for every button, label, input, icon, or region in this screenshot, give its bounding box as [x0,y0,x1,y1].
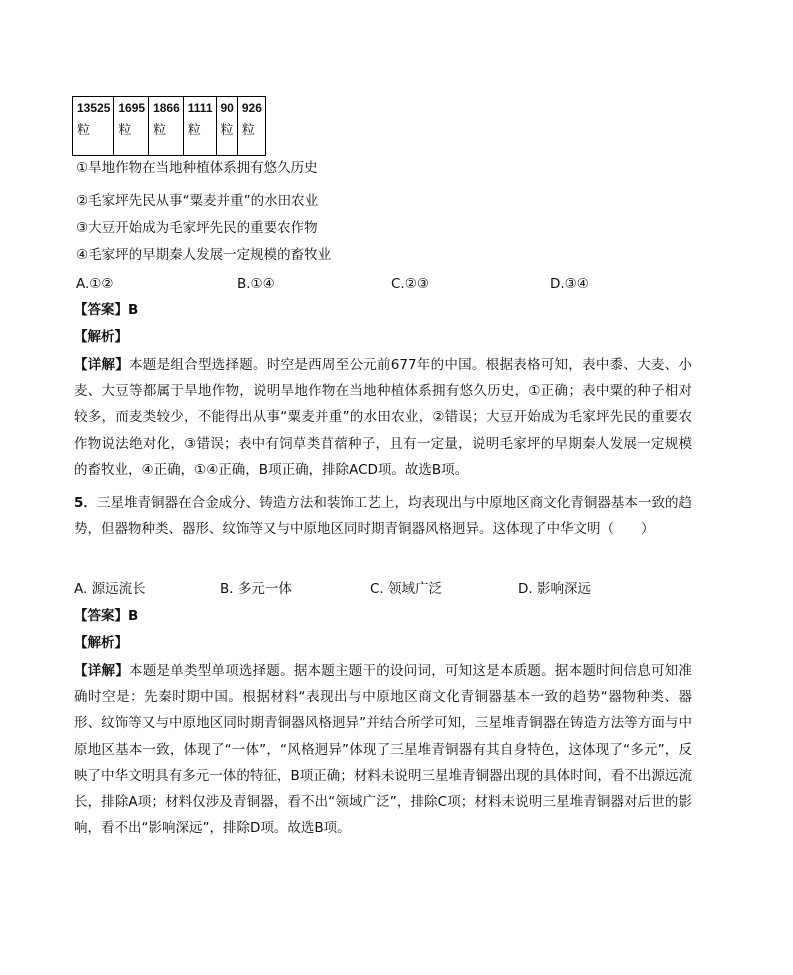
q4-answer [74,297,724,323]
q5-answer [74,603,724,629]
answer-tag: 【答案】 [74,608,128,624]
cell-value: 926 [241,101,262,115]
answer-value: B [128,302,139,318]
q4-statement-3: ③大豆开始成为毛家坪先民的重要农作物 [76,220,318,236]
q4-option-d: D.③④ [550,276,589,292]
cell-value: 13525 [77,101,111,115]
answer-value: B [128,608,139,624]
q5-option-d: D. 影响深远 [518,581,591,597]
q4-analysis-heading [74,324,724,350]
q5-stem [74,490,692,542]
cell-unit: 粒 [118,122,132,137]
table-row [73,97,266,156]
cell-unit: 粒 [220,122,234,137]
q5-option-c: C. 领域广泛 [370,581,443,597]
detail-tag: 【详解】 [74,357,130,373]
q4-option-c: C.②③ [391,276,429,292]
detail-tag: 【详解】 [74,663,129,679]
q4-detail [74,352,692,483]
cell-unit: 粒 [153,122,167,137]
q4-statement-1: ①旱地作物在当地种植体系拥有悠久历史 [76,160,318,176]
cell-unit: 粒 [241,122,255,137]
table-cell [73,97,114,156]
cell-value: 1866 [153,101,180,115]
q5-analysis-heading [74,630,724,656]
analysis-tag: 【解析】 [74,635,128,651]
detail-text: 本题是单类型单项选择题。据本题主题干的设问词，可知这是本质题。据本题时间信息可知准确时空是：先秦时期中国。根据材料“表现出与中原地区商文化青铜器基本一致的趋势“器物种类、器形、纹饰等又与中原地区同时期青铜器风格迥异”并结合所学可知，三星堆青铜器在铸造方法等方面与中原地区基本一致，体现了“一体”，“风格迥异”体现了三星堆青铜器有其自身特色，这体现了“多元”，反映了中华文明具有多元一体的特征，B项正确；材料未说明三星堆青铜器出现的具体时间，看不出源远流长，排除A项；材料仅涉及青铜器，看不出“领域广泛”，排除C项；材料未说明三星堆青铜器对后世的影响，看不出“影响深远”，排除D项。故选B项。 [74,663,693,837]
table-cell [114,97,149,156]
question-stem: 三星堆青铜器在合金成分、铸造方法和装饰工艺上，均表现出与中原地区商文化青铜器基本一致的趋势，但器物种类、器形、纹饰等又与中原地区同时期青铜器风格迥异。这体现了中华文明（ ） [74,495,692,538]
cell-value: 1695 [118,101,146,115]
analysis-tag: 【解析】 [74,329,128,345]
question-number: 5． [74,495,97,511]
answer-tag: 【答案】 [74,302,128,318]
detail-text: 本题是组合型选择题。时空是西周至公元前677年的中国。根据表格可知，表中黍、大麦、小麦、大豆等都属于旱地作物，说明旱地作物在当地种植体系拥有悠久历史，①正确；表中粟的种子相对较多，而麦类较少，不能得出从事“粟麦并重”的水田农业，②错误；大豆开始成为毛家坪先民的重要农作物说法绝对化，③错误；表中有饲草类苜蓿种子，且有一定量，说明毛家坪的早期秦人发展一定规模的畜牧业，④正确，①④正确，B项正确，排除ACD项。故选B项。 [74,357,692,478]
q4-statement-4: ④毛家坪的早期秦人发展一定规模的畜牧业 [76,247,332,263]
cell-value: 1111 [187,101,213,115]
table-cell [237,97,265,156]
q5-option-a: A. 源远流长 [74,581,146,597]
cell-value: 90 [220,101,234,115]
q5-option-b: B. 多元一体 [220,581,292,597]
table-cell [149,97,184,156]
q5-detail [74,658,692,841]
q4-statement-2: ②毛家坪先民从事“粟麦并重”的水田农业 [76,193,319,209]
cell-unit: 粒 [187,122,201,137]
seed-count-table [72,96,266,156]
q4-option-a: A.①② [76,276,114,292]
table-cell [183,97,216,156]
table-cell [216,97,237,156]
q4-option-b: B.①④ [237,276,275,292]
cell-unit: 粒 [77,122,91,137]
